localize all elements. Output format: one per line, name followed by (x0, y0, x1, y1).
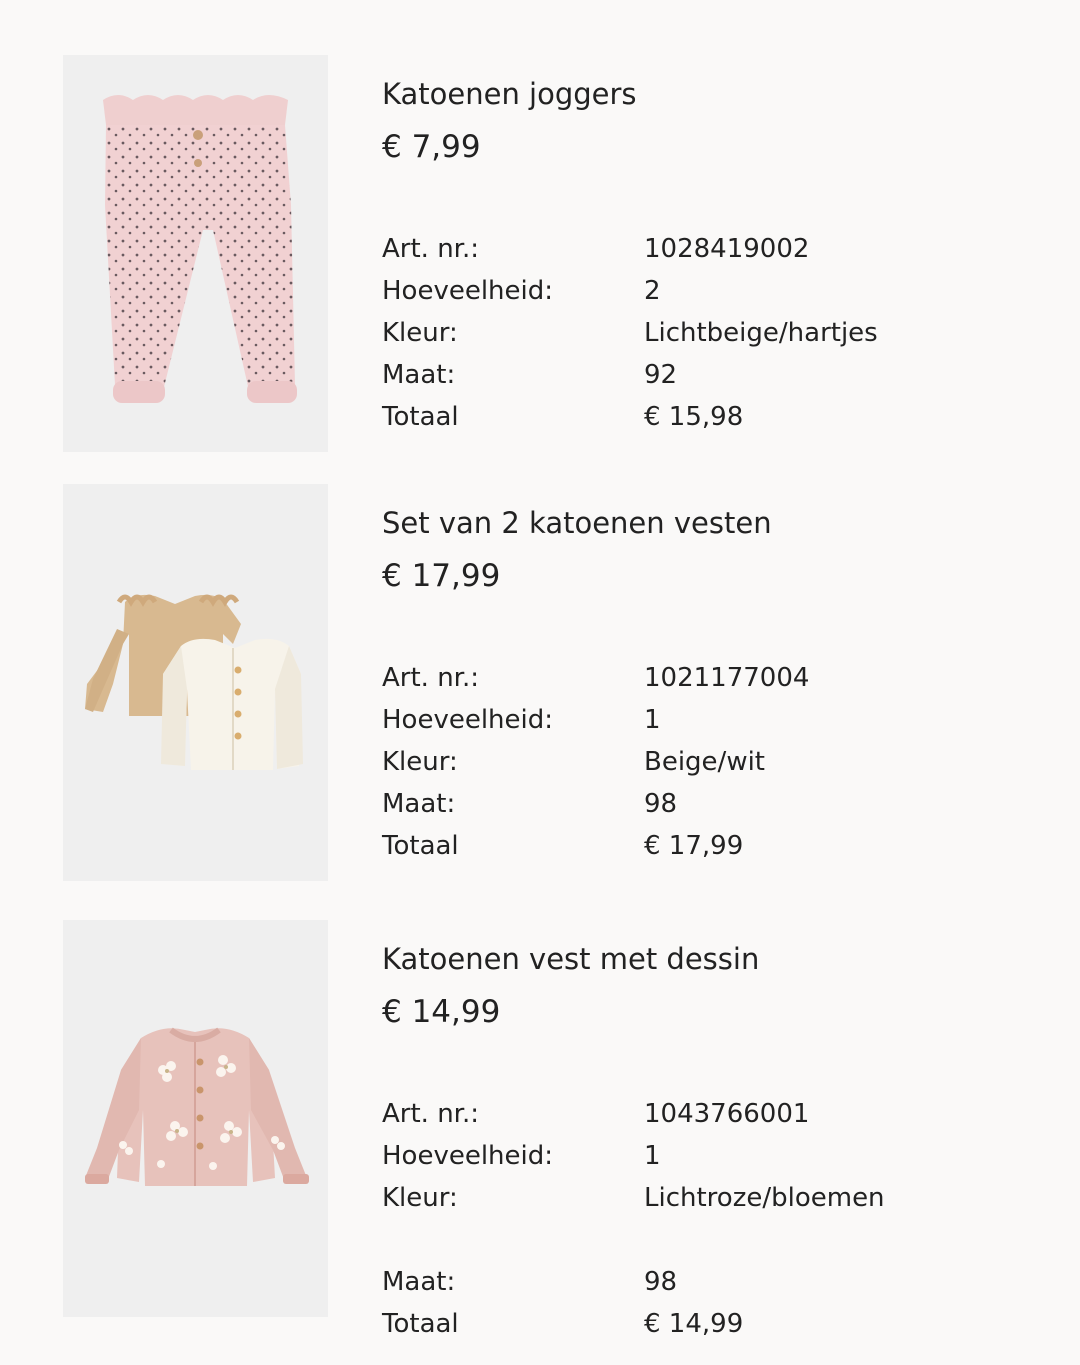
art-nr-value: 1028419002 (644, 234, 810, 264)
detail-row-total (382, 1303, 1022, 1345)
detail-row-size (382, 783, 1022, 825)
detail-row-size (382, 354, 1022, 396)
total-label: Totaal (382, 1309, 459, 1339)
detail-row-art-nr (382, 1093, 1022, 1135)
color-label: Kleur: (382, 1183, 458, 1213)
art-nr-value: 1043766001 (644, 1099, 810, 1129)
art-nr-label: Art. nr.: (382, 663, 480, 693)
product-title[interactable]: Katoenen joggers (382, 77, 637, 111)
color-value: Lichtroze/bloemen (644, 1183, 885, 1213)
total-label: Totaal (382, 831, 459, 861)
detail-row-quantity (382, 270, 1022, 312)
quantity-value: 1 (644, 705, 661, 735)
product-title[interactable]: Katoenen vest met dessin (382, 942, 760, 976)
product-price: € 17,99 (382, 558, 501, 594)
total-label: Totaal (382, 402, 459, 432)
size-value: 98 (644, 789, 678, 819)
art-nr-value: 1021177004 (644, 663, 810, 693)
detail-row-art-nr (382, 657, 1022, 699)
quantity-value: 1 (644, 1141, 661, 1171)
color-value: Beige/wit (644, 747, 765, 777)
color-label: Kleur: (382, 747, 458, 777)
product-details (382, 657, 1022, 867)
quantity-label: Hoeveelheid: (382, 1141, 554, 1171)
total-value: € 17,99 (644, 831, 744, 861)
detail-row-total (382, 825, 1022, 867)
quantity-label: Hoeveelheid: (382, 276, 554, 306)
size-label: Maat: (382, 789, 456, 819)
total-value: € 15,98 (644, 402, 744, 432)
detail-row-art-nr (382, 228, 1022, 270)
pants-illustration (63, 55, 328, 452)
product-title[interactable]: Set van 2 katoenen vesten (382, 506, 772, 540)
size-value: 92 (644, 360, 678, 390)
quantity-label: Hoeveelheid: (382, 705, 554, 735)
product-price: € 14,99 (382, 994, 501, 1030)
cardigans-illustration (63, 484, 328, 881)
product-image-joggers[interactable] (63, 55, 328, 452)
detail-row-quantity (382, 699, 1022, 741)
size-label: Maat: (382, 1267, 456, 1297)
product-price: € 7,99 (382, 129, 481, 165)
total-value: € 14,99 (644, 1309, 744, 1339)
color-label: Kleur: (382, 318, 458, 348)
product-details (382, 228, 1022, 438)
size-label: Maat: (382, 360, 456, 390)
detail-row-total (382, 396, 1022, 438)
product-image-cardigan-set[interactable] (63, 484, 328, 881)
detail-row-quantity (382, 1135, 1022, 1177)
detail-row-color (382, 312, 1022, 354)
product-details (382, 1093, 1022, 1345)
art-nr-label: Art. nr.: (382, 234, 480, 264)
size-value: 98 (644, 1267, 678, 1297)
color-value: Lichtbeige/hartjes (644, 318, 878, 348)
product-image-cardigan-pattern[interactable] (63, 920, 328, 1317)
quantity-value: 2 (644, 276, 661, 306)
detail-row-color (382, 741, 1022, 783)
art-nr-label: Art. nr.: (382, 1099, 480, 1129)
detail-row-color (382, 1177, 1022, 1219)
cardigan-illustration (63, 920, 328, 1317)
detail-row-size (382, 1261, 1022, 1303)
